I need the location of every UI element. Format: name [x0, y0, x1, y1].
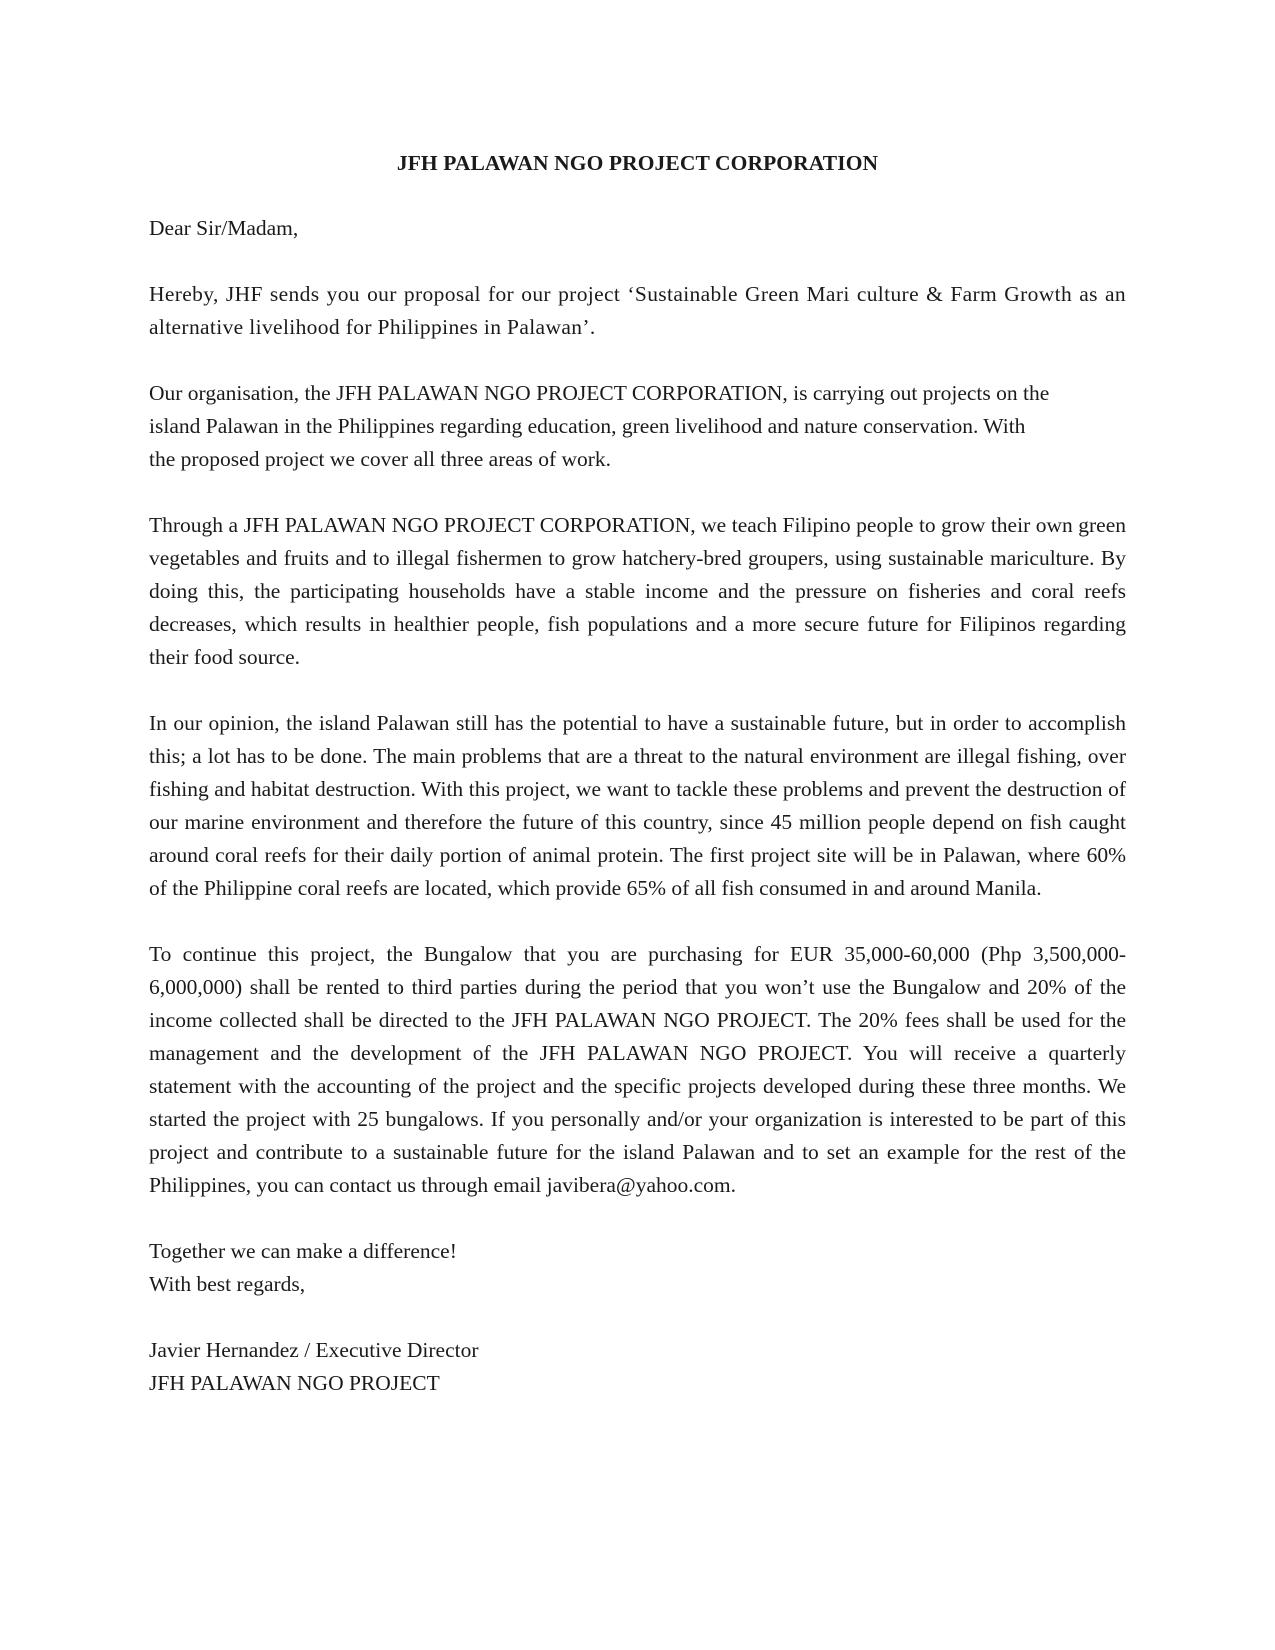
closing-line-regards: With best regards,: [149, 1272, 306, 1296]
letter-title: JFH PALAWAN NGO PROJECT CORPORATION: [396, 151, 879, 175]
letter-page: [149, 148, 1126, 1433]
signature-organization: JFH PALAWAN NGO PROJECT: [149, 1371, 440, 1395]
paragraph-bungalow: To continue this project, the Bungalow that you are purchasing for EUR 35,000-60,000 (Php 3,500,000-6,000,000) shall be rented to third parties during the period that you won’t use the Bungalow and 20% of the income collected shall be directed to the JFH PALAWAN NGO PROJECT. The 20% fees shall be used for the management and the development of the JFH PALAWAN NGO PROJECT. You will receive a quarterly statement with the accounting of the project and the specific projects developed during these three months. We started the project with 25 bungalows. If you personally and/or your organization is interested to be part of this project and contribute to a sustainable future for the island Palawan and to set an example for the rest of the Philippines, you can contact us through email javibera@yahoo.com.: [149, 942, 1126, 1197]
signature-name: Javier Hernandez / Executive Director: [149, 1338, 479, 1362]
paragraph-organisation: Our organisation, the JFH PALAWAN NGO PROJECT CORPORATION, is carrying out projects on the island Palawan in the Philippines regarding education, green livelihood and nature conservation. With the proposed project we cover all three areas of work.: [149, 381, 1050, 471]
salutation: Dear Sir/Madam,: [149, 216, 299, 240]
closing: [149, 1235, 1126, 1301]
closing-line-difference: Together we can make a difference!: [149, 1239, 457, 1263]
paragraph-opinion: In our opinion, the island Palawan still has the potential to have a sustainable future, but in order to accomplish this; a lot has to be done. The main problems that are a threat to the natural environment are illegal fishing, over fishing and habitat destruction. With this project, we want to tackle these problems and prevent the destruction of our marine environment and therefore the future of this country, since 45 million people depend on fish caught around coral reefs for their daily portion of animal protein. The first project site will be in Palawan, where 60% of the Philippine coral reefs are located, which provide 65% of all fish consumed in and around Manila.: [149, 711, 1126, 900]
paragraph-proposal: Hereby, JHF sends you our proposal for our project ‘Sustainable Green Mari culture & Farm Growth as an alternative livelihood for Philippines in Palawan’.: [149, 282, 1126, 339]
paragraph-approach: Through a JFH PALAWAN NGO PROJECT CORPORATION, we teach Filipino people to grow their own green vegetables and fruits and to illegal fishermen to grow hatchery-bred groupers, using sustainable mariculture. By doing this, the participating households have a stable income and the pressure on fisheries and coral reefs decreases, which results in healthier people, fish populations and a more secure future for Filipinos regarding their food source.: [149, 513, 1126, 669]
signature-block: [149, 1334, 1126, 1400]
